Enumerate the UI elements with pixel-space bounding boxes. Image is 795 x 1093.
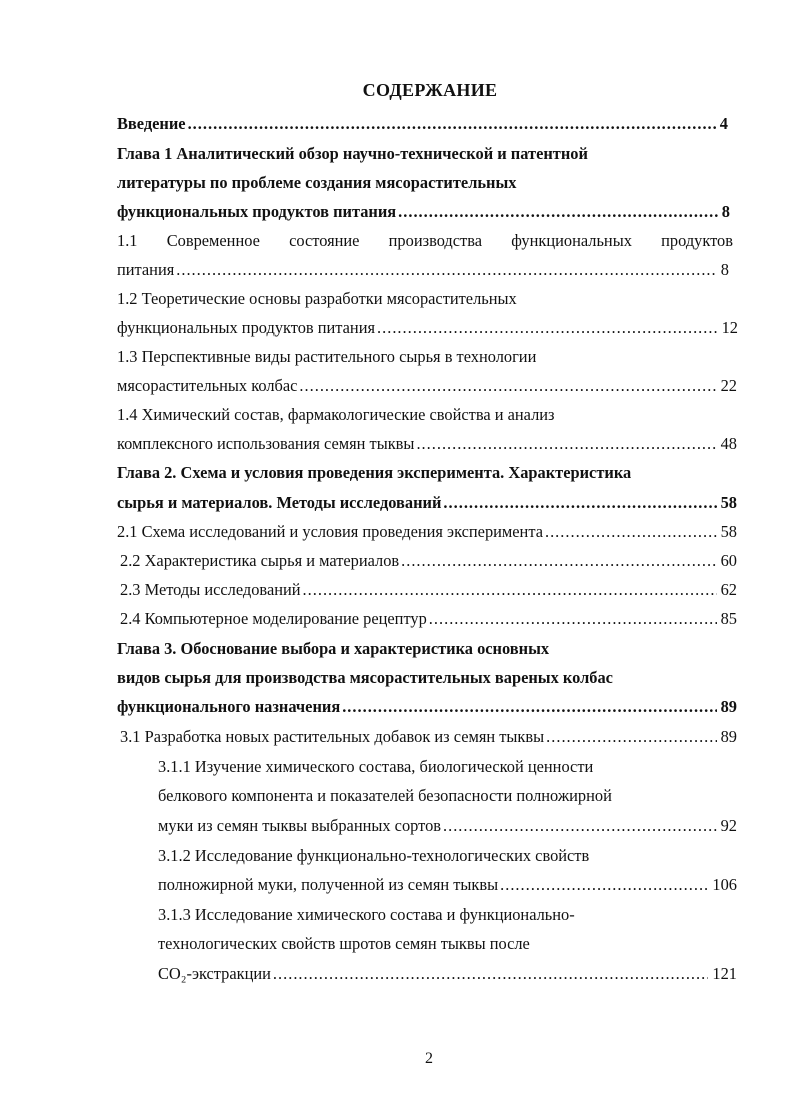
word: производства xyxy=(388,231,482,250)
toc-entry-1-3-line2 xyxy=(117,375,737,397)
toc-entry-title: Введение xyxy=(117,114,186,133)
toc-entry-2-4 xyxy=(120,608,737,630)
toc-entry-2-2 xyxy=(120,550,737,572)
leader-dots xyxy=(500,874,708,896)
toc-entry-title: питания xyxy=(117,260,175,279)
toc-page-number: 58 xyxy=(720,522,737,541)
toc-page-number: 121 xyxy=(712,964,737,983)
leader-dots xyxy=(303,579,717,601)
toc-entry-1-4-line1: 1.4 Химический состав, фармакологические свойства и анализ xyxy=(117,405,555,424)
toc-entry-chapter2-line2 xyxy=(117,492,737,514)
leader-dots xyxy=(429,608,717,630)
leader-dots xyxy=(416,433,716,455)
toc-entry-2-1 xyxy=(117,521,737,543)
toc-entry-title: 3.1 Разработка новых растительных добавок из семян тыквы xyxy=(120,727,545,746)
toc-entry-title: 2.4 Компьютерное моделирование рецептур xyxy=(120,609,427,628)
toc-page-number: 89 xyxy=(720,697,737,716)
toc-entry-1-3-line1: 1.3 Перспективные виды растительного сырья в технологии xyxy=(117,347,537,366)
toc-entry-title: функциональных продуктов питания xyxy=(117,318,376,337)
toc-entry-title: муки из семян тыквы выбранных сортов xyxy=(158,816,442,835)
leader-dots xyxy=(377,317,718,339)
toc-page-number: 58 xyxy=(720,493,737,512)
toc-entry-title: 2.1 Схема исследований и условия проведения эксперимента xyxy=(117,522,543,541)
toc-page-number: 12 xyxy=(721,318,738,337)
toc-page-number: 60 xyxy=(720,551,737,570)
toc-entry-intro xyxy=(117,113,728,135)
toc-entry-title: сырья и материалов. Методы исследований xyxy=(117,493,442,512)
toc-entry-2-3 xyxy=(120,579,737,601)
leader-dots xyxy=(545,521,717,543)
toc-entry-3-1-1-line1: 3.1.1 Изучение химического состава, биологической ценности xyxy=(158,757,594,776)
leader-dots xyxy=(176,259,717,281)
toc-page-number: 22 xyxy=(720,376,737,395)
toc-entry-chapter3-line1: Глава 3. Обоснование выбора и характеристика основных xyxy=(117,639,550,658)
toc-page-number: 8 xyxy=(721,202,730,221)
toc-entry-chapter3-line3 xyxy=(117,696,737,718)
toc-entry-title: комплексного использования семян тыквы xyxy=(117,434,415,453)
word: продуктов xyxy=(661,231,733,250)
toc-entry-3-1-3-line1: 3.1.3 Исследование химического состава и функционально- xyxy=(158,905,575,924)
toc-entry-title: функциональных продуктов питания xyxy=(117,202,397,221)
toc-entry-title: мясорастительных колбас xyxy=(117,376,298,395)
toc-page-number: 62 xyxy=(720,580,737,599)
toc-entry-3-1-2-line2 xyxy=(158,874,737,896)
toc-entry-1-1-line2 xyxy=(117,259,729,281)
page-number: 2 xyxy=(425,1050,433,1067)
leader-dots xyxy=(342,696,716,718)
leader-dots xyxy=(273,963,708,985)
toc-entry-1-4-line2 xyxy=(117,433,737,455)
toc-entry-3-1 xyxy=(120,726,737,748)
toc-page-number: 106 xyxy=(712,875,737,894)
toc-page-number: 89 xyxy=(720,727,737,746)
leader-dots xyxy=(401,550,716,572)
leader-dots xyxy=(299,375,716,397)
toc-entry-3-1-2-line1: 3.1.2 Исследование функционально-технологических свойств xyxy=(158,846,590,865)
toc-entry-chapter1-line2: литературы по проблеме создания мясорастительных xyxy=(117,173,517,192)
leader-dots xyxy=(443,492,716,514)
leader-dots xyxy=(443,815,717,837)
toc-page-number: 4 xyxy=(719,114,728,133)
word: Современное xyxy=(166,231,260,250)
toc-page-number: 48 xyxy=(720,434,737,453)
toc-entry-3-1-1-line2: белкового компонента и показателей безопасности полножирной xyxy=(158,786,612,805)
toc-entry-1-2-line1: 1.2 Теоретические основы разработки мясорастительных xyxy=(117,289,517,308)
page-title: СОДЕРЖАНИЕ xyxy=(362,80,498,100)
word: состояние xyxy=(289,231,360,250)
toc-entry-chapter2-line1: Глава 2. Схема и условия проведения эксперимента. Характеристика xyxy=(117,463,632,482)
toc-entry-1-2-line2 xyxy=(117,317,738,339)
toc-entry-title: функционального назначения xyxy=(117,697,341,716)
toc-entry-title: 2.3 Методы исследований xyxy=(120,580,301,599)
toc-page-number: 8 xyxy=(720,260,729,279)
toc-entry-3-1-3-line2: технологических свойств шротов семян тыквы после xyxy=(158,934,530,953)
leader-dots xyxy=(546,726,716,748)
word: 1.1 xyxy=(117,231,138,250)
toc-entry-3-1-3-line3 xyxy=(158,963,737,985)
word: функциональных xyxy=(511,231,632,250)
leader-dots xyxy=(188,113,716,135)
toc-page-number: 85 xyxy=(720,609,737,628)
toc-entry-chapter1-line1: Глава 1 Аналитический обзор научно-технической и патентной xyxy=(117,144,588,163)
toc-entry-title: CO₂-экстракции xyxy=(158,964,271,983)
toc-entry-chapter1-line3 xyxy=(117,201,730,223)
toc-entry-3-1-1-line3 xyxy=(158,815,737,837)
toc-page-number: 92 xyxy=(720,816,737,835)
toc-entry-chapter3-line2: видов сырья для производства мясорастительных вареных колбас xyxy=(117,668,613,687)
toc-entry-title: 2.2 Характеристика сырья и материалов xyxy=(120,551,400,570)
toc-entry-title: полножирной муки, полученной из семян тыквы xyxy=(158,875,499,894)
leader-dots xyxy=(398,201,718,223)
toc-entry-1-1-line1 xyxy=(117,230,733,252)
